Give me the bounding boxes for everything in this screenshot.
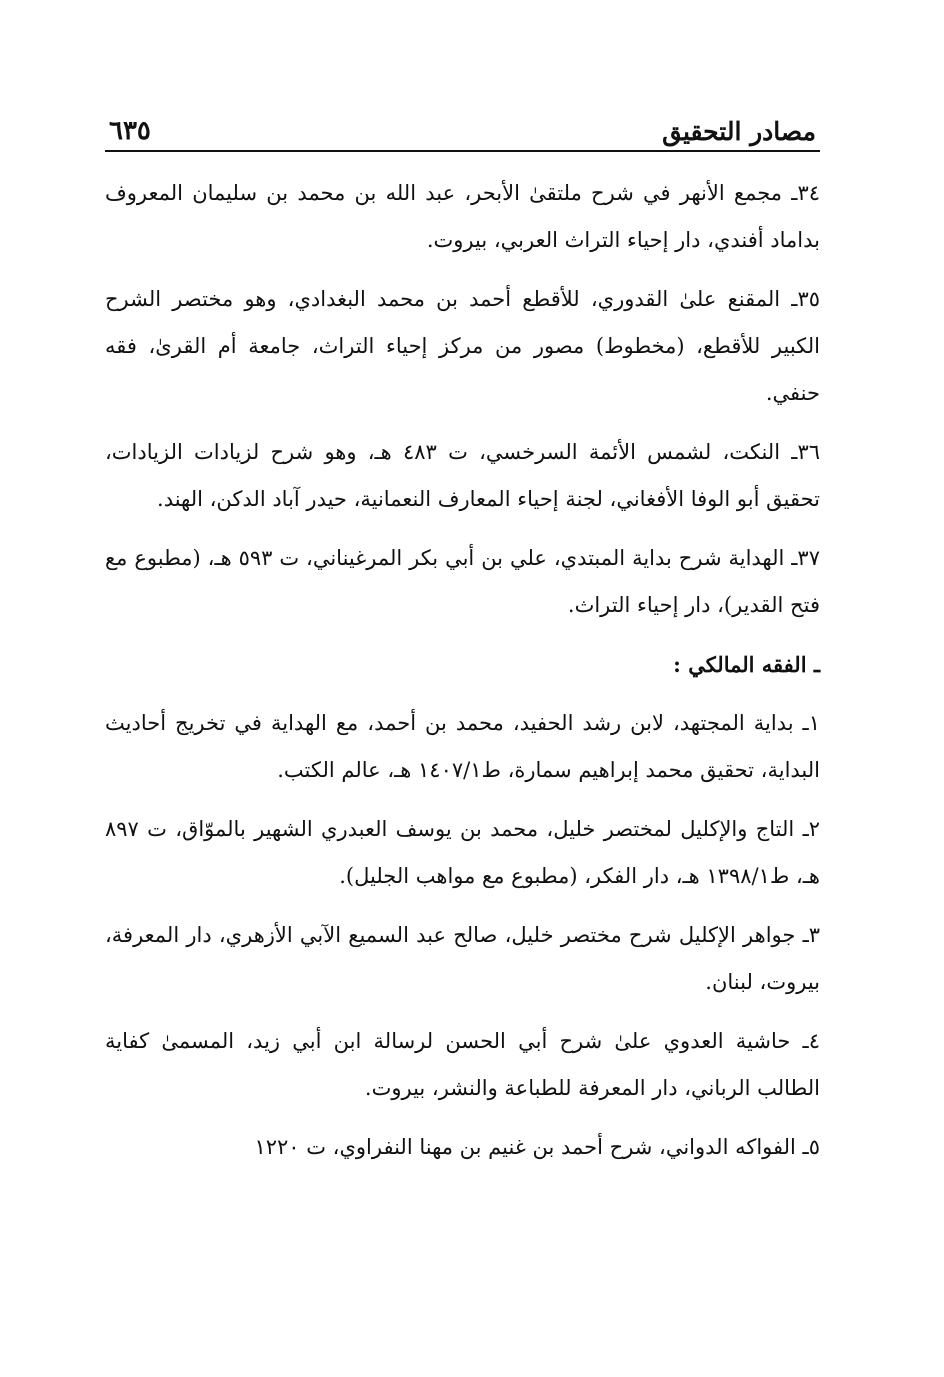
- bibliography-entry-maliki-3: ٣ـ جواهر الإكليل شرح مختصر خليل، صالح عبد السميع الآبي الأزهري، دار المعرفة، بيروت، لبنان.: [105, 923, 820, 994]
- page-header: [105, 100, 820, 152]
- section-heading-maliki: ـ الفقه المالكي :: [673, 652, 820, 677]
- page-number: ٦٣٥: [109, 116, 151, 146]
- bibliography-list: [105, 170, 820, 1171]
- book-page: [105, 100, 820, 1360]
- running-title: مصادر التحقيق: [662, 117, 816, 146]
- bibliography-entry-maliki-2: ٢ـ التاج والإكليل لمختصر خليل، محمد بن يوسف العبدري الشهير بالموّاق، ت ٨٩٧ هـ، ط١٣٩٨/١ هـ، دار الفكر، (مطبوع مع مواهب الجليل).: [105, 817, 820, 888]
- bibliography-entry-37: ٣٧ـ الهداية شرح بداية المبتدي، علي بن أبي بكر المرغيناني، ت ٥٩٣ هـ، (مطبوع مع فتح القدير)، دار إحياء التراث.: [105, 546, 820, 617]
- bibliography-entry-maliki-5: ٥ـ الفواكه الدواني، شرح أحمد بن غنيم بن مهنا النفراوي، ت ١٢٢٠: [254, 1135, 820, 1159]
- bibliography-entry-maliki-4: ٤ـ حاشية العدوي علىٰ شرح أبي الحسن لرسالة ابن أبي زيد، المسمىٰ كفاية الطالب الرباني، دار المعرفة للطباعة والنشر، بيروت.: [105, 1029, 820, 1100]
- bibliography-entry-36: ٣٦ـ النكت، لشمس الأئمة السرخسي، ت ٤٨٣ هـ، وهو شرح لزيادات الزيادات، تحقيق أبو الوفا الأفغاني، لجنة إحياء المعارف النعمانية، حيدر آباد الدكن، الهند.: [105, 440, 820, 511]
- bibliography-entry-maliki-1: ١ـ بداية المجتهد، لابن رشد الحفيد، محمد بن أحمد، مع الهداية في تخريج أحاديث البداية، تحقيق محمد إبراهيم سمارة، ط١٤٠٧/١ هـ، عالم الكتب.: [105, 711, 820, 782]
- bibliography-entry-35: ٣٥ـ المقنع علىٰ القدوري، للأقطع أحمد بن محمد البغدادي، وهو مختصر الشرح الكبير للأقطع، (مخطوط) مصور من مركز إحياء التراث، جامعة أم القرىٰ، فقه حنفي.: [105, 287, 820, 405]
- bibliography-entry-34: ٣٤ـ مجمع الأنهر في شرح ملتقىٰ الأبحر، عبد الله بن محمد بن سليمان المعروف بداماد أفندي، دار إحياء التراث العربي، بيروت.: [105, 181, 820, 252]
